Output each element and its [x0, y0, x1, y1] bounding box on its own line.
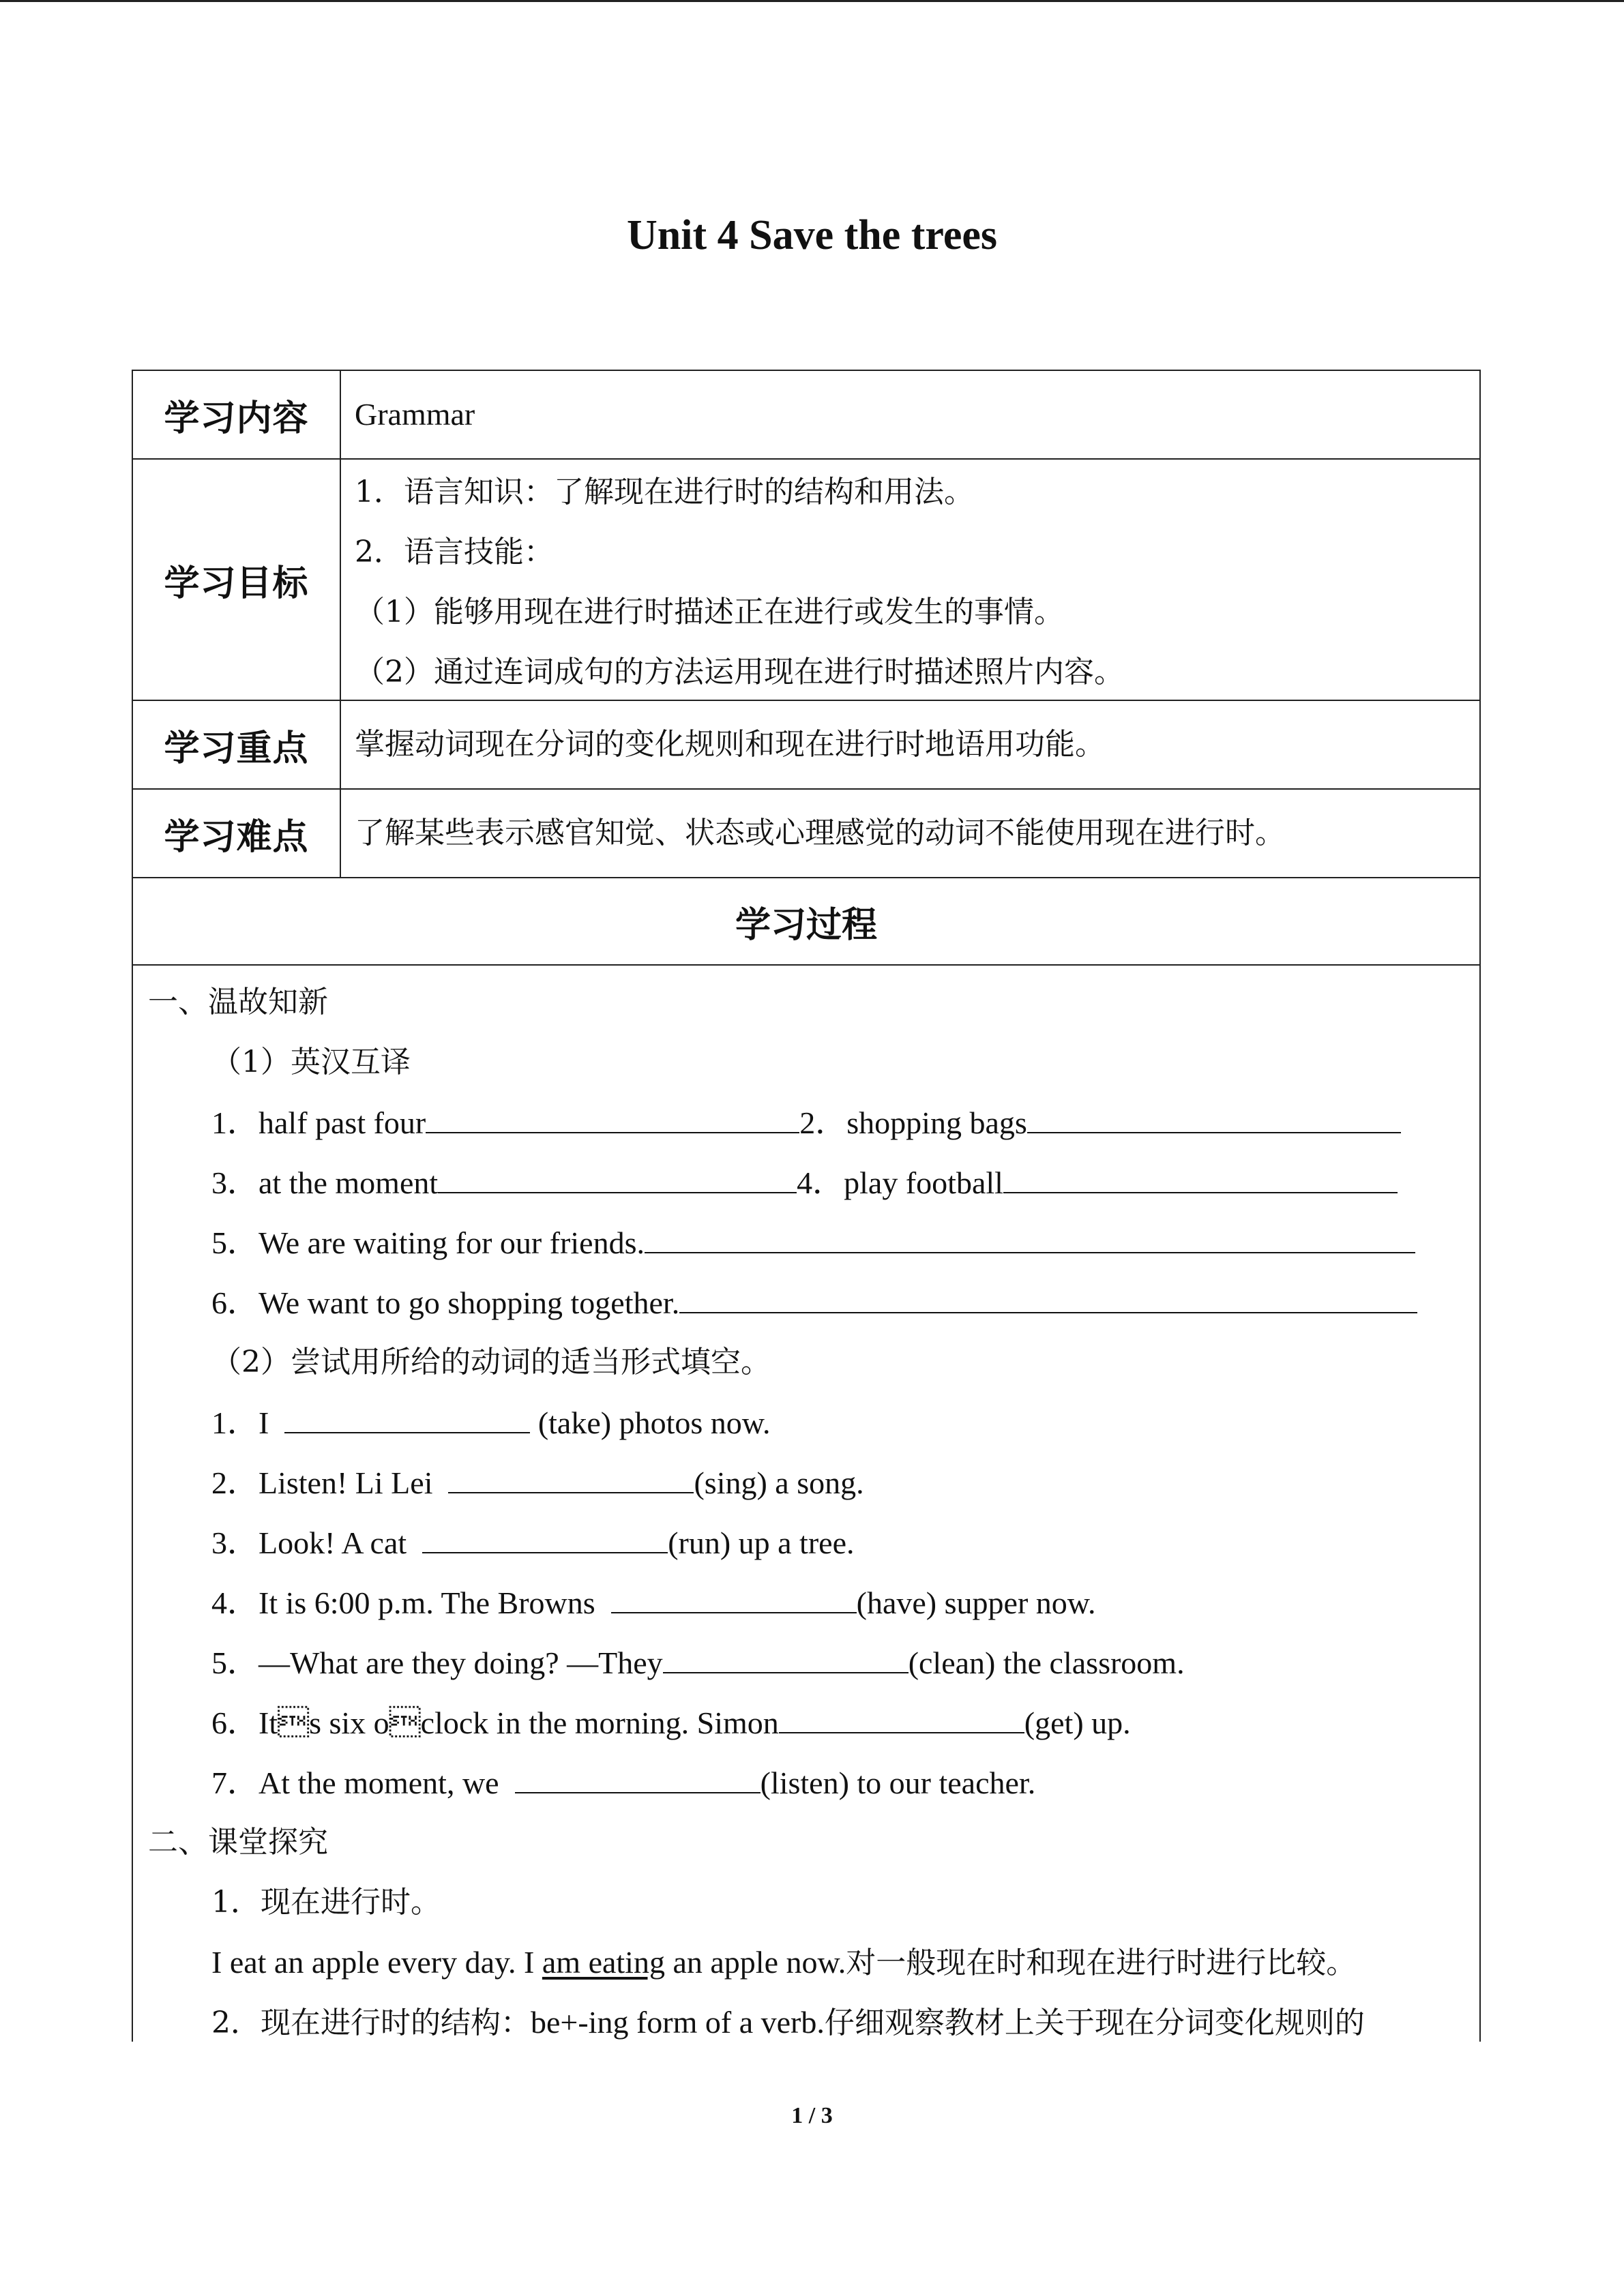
- fill-item-3-start: 3．Look! A cat: [211, 1525, 415, 1560]
- answer-blank[interactable]: [422, 1522, 668, 1553]
- example-text-end: an apple now.: [664, 1945, 846, 1980]
- section2-point-1: 1．现在进行时。: [211, 1885, 441, 1920]
- section1-heading: 一、温故知新: [148, 985, 328, 1019]
- answer-blank[interactable]: [1003, 1162, 1398, 1193]
- answer-blank[interactable]: [663, 1642, 909, 1673]
- answer-blank[interactable]: [611, 1582, 857, 1613]
- label-difficulty: 学习难点: [133, 790, 341, 877]
- value-goals: [355, 462, 1466, 700]
- fill-item-3: [211, 1522, 855, 1564]
- fill-item-5: [211, 1642, 1185, 1684]
- goal-line-1: 1．语言知识：了解现在进行时的结构和用法。: [355, 475, 974, 509]
- difficulty-value: 了解某些表示感官知觉、状态或心理感觉的动词不能使用现在进行时。: [355, 816, 1285, 850]
- goal-line-2: 2．语言技能：: [355, 535, 554, 569]
- goal-line-3: （1）能够用现在进行时描述正在进行或发生的事情。: [355, 595, 1064, 629]
- fill-item-1-end: (take) photos now.: [530, 1405, 771, 1440]
- fill-item-1: [211, 1402, 771, 1444]
- content-value: Grammar: [355, 397, 475, 432]
- translate-item-6-text: 6．We want to go shopping together.: [211, 1285, 680, 1320]
- page-number: 1 / 3: [791, 2103, 833, 2128]
- fill-item-4: [211, 1582, 1096, 1624]
- fill-item-4-end: (have) supper now.: [856, 1585, 1096, 1620]
- fill-item-7-end: (listen) to our teacher.: [760, 1765, 1036, 1800]
- answer-blank[interactable]: [779, 1702, 1024, 1733]
- fill-item-6-start: 6．Its six oclock in the morning. Simon: [211, 1705, 779, 1740]
- translate-item-6: [211, 1282, 1417, 1324]
- value-difficulty: [355, 790, 1466, 877]
- example-text-start: I eat an apple every day. I: [211, 1945, 542, 1980]
- fill-item-4-start: 4．It is 6:00 p.m. The Browns: [211, 1585, 604, 1620]
- value-content: [355, 371, 1466, 458]
- answer-blank[interactable]: [284, 1402, 530, 1433]
- example-underlined: am eating: [542, 1945, 665, 1980]
- row-goals: [133, 460, 1479, 701]
- row-process-header: [133, 878, 1479, 966]
- page-top-border: [0, 0, 1624, 2]
- fill-item-7: [211, 1762, 1035, 1804]
- section1-part2: （2）尝试用所给的动词的适当形式填空。: [211, 1345, 771, 1380]
- answer-blank[interactable]: [515, 1762, 761, 1793]
- section2-example: [211, 1942, 1356, 1984]
- fill-item-2-end: (sing) a song.: [694, 1465, 864, 1500]
- focus-value: 掌握动词现在分词的变化规则和现在进行时地语用功能。: [355, 727, 1105, 762]
- fill-item-1-start: 1．I: [211, 1405, 277, 1440]
- translate-item-4-text: 4．play football: [797, 1165, 1003, 1200]
- translate-item-5: [211, 1222, 1415, 1264]
- structure-label: 2．现在进行时的结构：: [211, 2006, 531, 2040]
- answer-blank[interactable]: [426, 1102, 799, 1133]
- translate-item-5-text: 5．We are waiting for our friends.: [211, 1225, 645, 1260]
- answer-blank[interactable]: [448, 1462, 694, 1493]
- section2-point-2: [211, 2002, 1365, 2044]
- structure-formula: be+-ing form of a verb.: [531, 2005, 825, 2040]
- fill-item-2-start: 2．Listen! Li Lei: [211, 1465, 441, 1500]
- section1-part1: （1）英汉互译: [211, 1045, 411, 1079]
- translate-item-2-text: 2．shopping bags: [799, 1105, 1027, 1140]
- translate-item-3-text: 3．at the moment: [211, 1165, 439, 1200]
- row-difficulty: [133, 790, 1479, 878]
- structure-note: 仔细观察教材上关于现在分词变化规则的: [824, 2006, 1365, 2040]
- example-note: 对一般现在时和现在进行时进行比较。: [846, 1945, 1357, 1980]
- label-focus: 学习重点: [133, 701, 341, 788]
- translate-item-1-text: 1．half past four: [211, 1105, 426, 1140]
- answer-blank[interactable]: [1027, 1102, 1401, 1133]
- page-title: Unit 4 Save the trees: [627, 212, 997, 258]
- lesson-table: [132, 370, 1481, 2042]
- answer-blank[interactable]: [645, 1222, 1415, 1253]
- label-content: 学习内容: [133, 371, 341, 458]
- answer-blank[interactable]: [438, 1162, 797, 1193]
- fill-item-6: [211, 1702, 1131, 1744]
- fill-item-6-end: (get) up.: [1024, 1705, 1131, 1740]
- section2-heading: 二、课堂探究: [148, 1825, 328, 1860]
- row-content: [133, 371, 1479, 460]
- fill-item-5-end: (clean) the classroom.: [908, 1645, 1185, 1680]
- answer-blank[interactable]: [679, 1282, 1417, 1313]
- fill-item-5-start: 5．—What are they doing? —They: [211, 1645, 663, 1680]
- fill-item-7-start: 7．At the moment, we: [211, 1765, 507, 1800]
- fill-item-3-end: (run) up a tree.: [668, 1525, 855, 1560]
- row-focus: [133, 701, 1479, 790]
- fill-item-2: [211, 1462, 864, 1504]
- translate-item-3: [211, 1162, 1398, 1204]
- process-header: 学习过程: [735, 904, 877, 946]
- translate-item-1: [211, 1102, 1401, 1144]
- value-focus: [355, 701, 1466, 788]
- goal-line-4: （2）通过连词成句的方法运用现在进行时描述照片内容。: [355, 655, 1124, 689]
- label-goals: 学习目标: [133, 460, 341, 700]
